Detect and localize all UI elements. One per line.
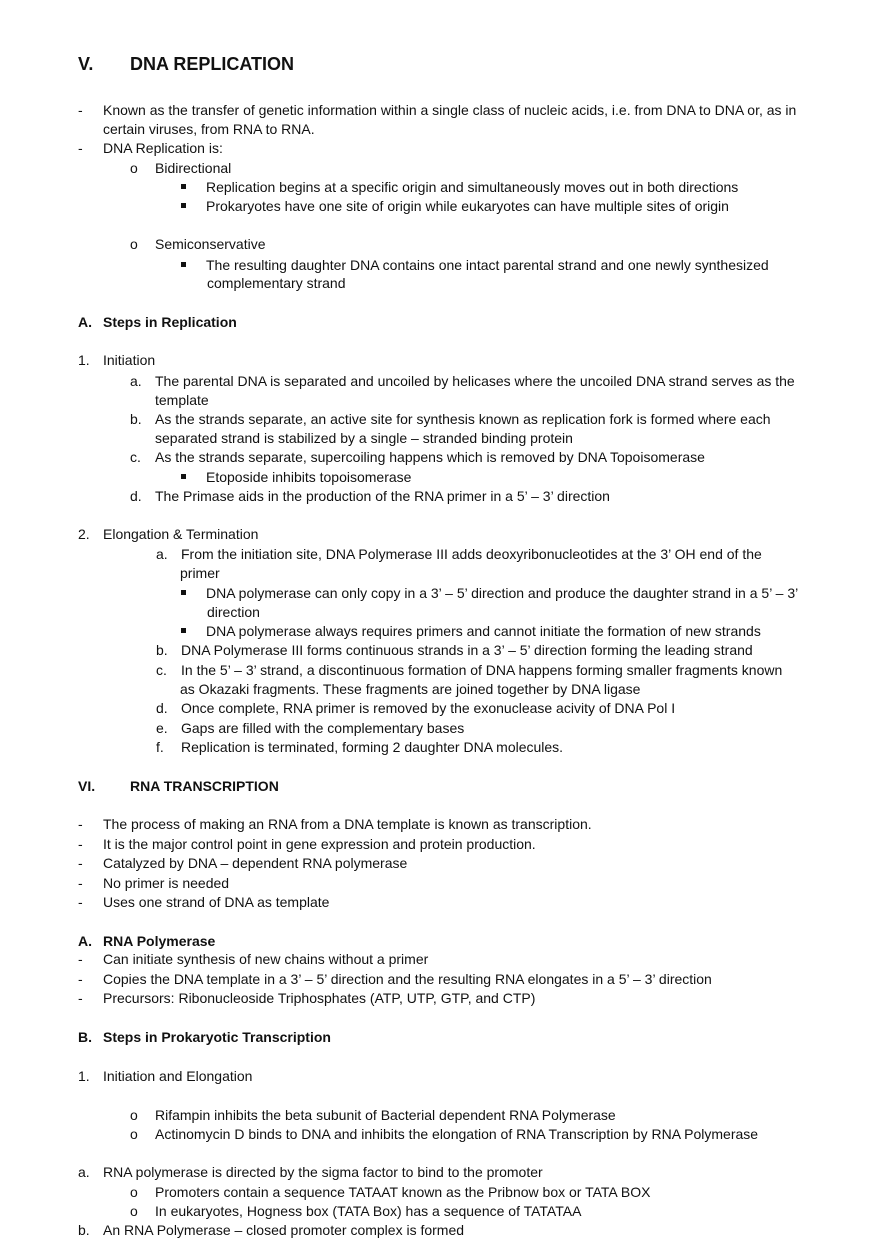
subsection-letter: A. (78, 933, 92, 949)
circle-marker: o (130, 236, 138, 252)
item-text: The Primase aids in the production of the RNA primer in a 5’ – 3’ direction (155, 488, 610, 504)
property-label: Bidirectional (155, 160, 232, 176)
item-text: An RNA Polymerase – closed promoter complex is formed (103, 1222, 465, 1238)
square-bullet (181, 262, 186, 267)
dash-marker: - (78, 102, 83, 118)
property-label: Semiconservative (155, 236, 266, 252)
item-text: As the strands separate, an active site for synthesis known as replication fork is formed where each (155, 411, 771, 427)
item-letter: a. (156, 546, 168, 562)
section-title: DNA REPLICATION (130, 54, 294, 74)
property-point: Replication begins at a specific origin and simultaneously moves out in both directions (206, 179, 739, 195)
intro-line: certain viruses, from RNA to RNA. (103, 121, 315, 137)
step-number: 1. (78, 1068, 90, 1084)
item-subpoint: Etoposide inhibits topoisomerase (206, 469, 412, 485)
item-letter: f. (156, 739, 164, 755)
step-number: 2. (78, 526, 90, 542)
item-letter: d. (156, 700, 168, 716)
bullet-text: Catalyzed by DNA – dependent RNA polymerase (103, 855, 408, 871)
item-text: as Okazaki fragments. These fragments are joined together by DNA ligase (180, 681, 641, 697)
section-number: VI. (78, 778, 96, 794)
subsection-heading: Steps in Prokaryotic Transcription (103, 1029, 331, 1045)
dash-marker: - (78, 971, 83, 987)
dash-marker: - (78, 875, 83, 891)
drug-note: Actinomycin D binds to DNA and inhibits the elongation of RNA Transcription by RNA Polymerase (155, 1126, 759, 1142)
item-text: template (155, 392, 209, 408)
bullet-text: It is the major control point in gene expression and protein production. (103, 836, 536, 852)
step-label: Initiation (103, 352, 156, 368)
step-label: Elongation & Termination (103, 526, 259, 542)
circle-marker: o (130, 1126, 138, 1142)
bullet-text: Copies the DNA template in a 3’ – 5’ direction and the resulting RNA elongates in a 5’ – 3’ direction (103, 971, 712, 987)
dash-marker: - (78, 990, 83, 1006)
item-subpoint: In eukaryotes, Hogness box (TATA Box) has a sequence of TATATAA (155, 1203, 582, 1219)
item-subpoint: DNA polymerase can only copy in a 3’ – 5’ direction and produce the daughter strand in a 5’ – 3’ (206, 585, 799, 601)
bullet-text: No primer is needed (103, 875, 230, 891)
intro-line: Known as the transfer of genetic information within a single class of nucleic acids, i.e. from DNA to DNA or, as in (103, 102, 797, 118)
subsection-letter: B. (78, 1029, 92, 1045)
item-letter: b. (156, 642, 168, 658)
item-text: DNA Polymerase III forms continuous strands in a 3’ – 5’ direction forming the leading strand (181, 642, 753, 658)
subsection-heading: RNA Polymerase (103, 933, 216, 949)
item-letter: d. (130, 488, 142, 504)
item-subpoint: direction (207, 604, 260, 620)
dash-marker: - (78, 816, 83, 832)
subsection-heading: Steps in Replication (103, 314, 237, 330)
bullet-text: Precursors: Ribonucleoside Triphosphates (ATP, UTP, GTP, and CTP) (103, 990, 536, 1006)
bullet-text: The process of making an RNA from a DNA template is known as transcription. (103, 816, 592, 832)
item-letter: a. (130, 373, 142, 389)
subsection-letter: A. (78, 314, 92, 330)
item-letter: c. (156, 662, 167, 678)
step-number: 1. (78, 352, 90, 368)
square-bullet (181, 590, 186, 595)
item-text: Once complete, RNA primer is removed by the exonuclease acivity of DNA Pol I (181, 700, 676, 716)
circle-marker: o (130, 160, 138, 176)
step-label: Initiation and Elongation (103, 1068, 253, 1084)
item-text: From the initiation site, DNA Polymerase III adds deoxyribonucleotides at the 3’ OH end of the (181, 546, 762, 562)
item-text: primer (180, 565, 220, 581)
circle-marker: o (130, 1107, 138, 1123)
circle-marker: o (130, 1203, 138, 1219)
item-subpoint: DNA polymerase always requires primers and cannot initiate the formation of new strands (206, 623, 761, 639)
square-bullet (181, 628, 186, 633)
item-letter: e. (156, 720, 168, 736)
dash-marker: - (78, 140, 83, 156)
intro-line: DNA Replication is: (103, 140, 223, 156)
bullet-text: Uses one strand of DNA as template (103, 894, 330, 910)
dash-marker: - (78, 836, 83, 852)
item-text: The parental DNA is separated and uncoiled by helicases where the uncoiled DNA strand serves as the (155, 373, 795, 389)
item-letter: a. (78, 1164, 90, 1180)
item-text: In the 5’ – 3’ strand, a discontinuous formation of DNA happens forming smaller fragments known (181, 662, 783, 678)
item-text: Gaps are filled with the complementary bases (181, 720, 465, 736)
item-text: RNA polymerase is directed by the sigma factor to bind to the promoter (103, 1164, 543, 1180)
dash-marker: - (78, 951, 83, 967)
square-bullet (181, 184, 186, 189)
bullet-text: Can initiate synthesis of new chains without a primer (103, 951, 429, 967)
property-point: complementary strand (207, 275, 346, 291)
section-number: V. (78, 54, 94, 74)
section-title: RNA TRANSCRIPTION (130, 778, 279, 794)
item-subpoint: Promoters contain a sequence TATAAT known as the Pribnow box or TATA BOX (155, 1184, 651, 1200)
item-text: As the strands separate, supercoiling happens which is removed by DNA Topoisomerase (155, 449, 705, 465)
item-letter: c. (130, 449, 141, 465)
dash-marker: - (78, 894, 83, 910)
dash-marker: - (78, 855, 83, 871)
drug-note: Rifampin inhibits the beta subunit of Bacterial dependent RNA Polymerase (155, 1107, 616, 1123)
item-text: Replication is terminated, forming 2 daughter DNA molecules. (181, 739, 564, 755)
property-point: Prokaryotes have one site of origin while eukaryotes can have multiple sites of origin (206, 198, 729, 214)
item-text: separated strand is stabilized by a single – stranded binding protein (155, 430, 573, 446)
item-letter: b. (78, 1222, 90, 1238)
property-point: The resulting daughter DNA contains one intact parental strand and one newly synthesized (206, 257, 769, 273)
square-bullet (181, 474, 186, 479)
item-letter: b. (130, 411, 142, 427)
square-bullet (181, 203, 186, 208)
circle-marker: o (130, 1184, 138, 1200)
